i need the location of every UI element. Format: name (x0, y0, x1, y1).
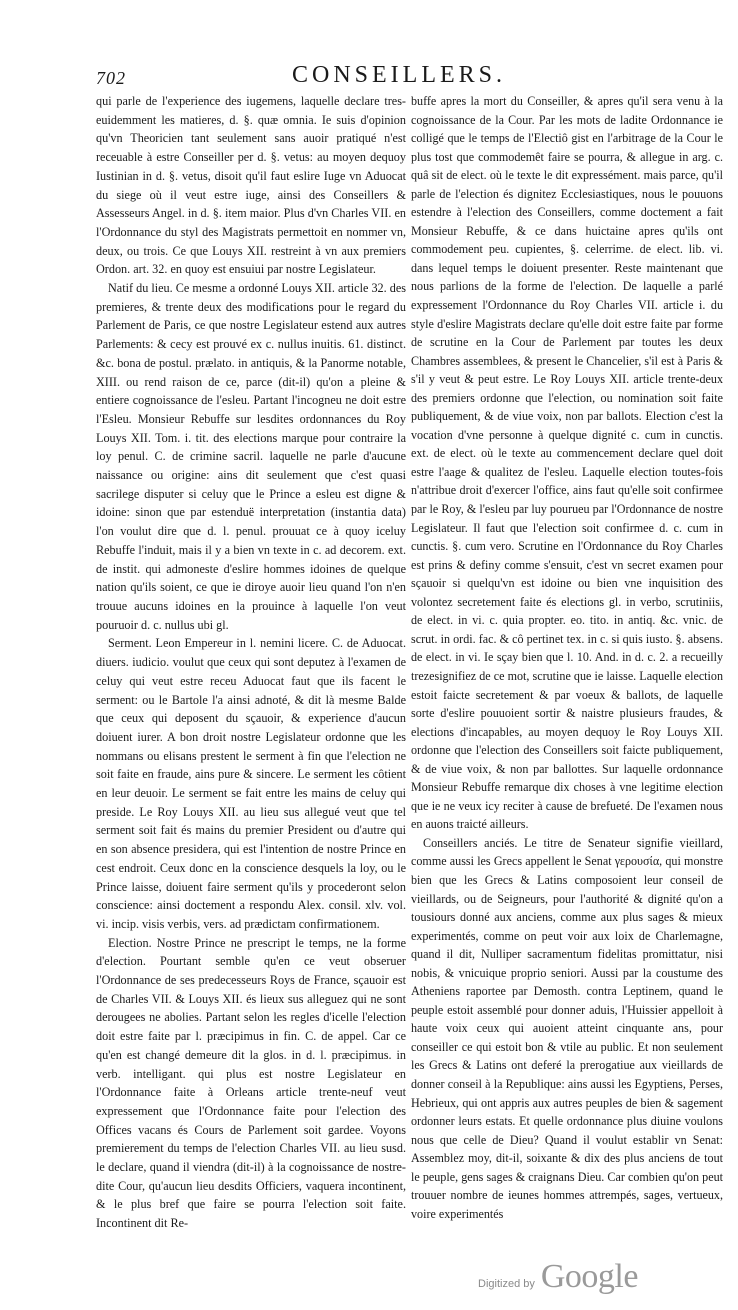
paragraph: Election. Nostre Prince ne prescript le temps, ne la forme d'election. Pourtant semble qu'en ce veut obseruer l'Ordonnance de ses predecesseurs Roys de France, sçauoir est de Charles VII. & Louys XII. és lieux sus alleguez qui ne sont derougees ne abolies. Partant selon les regles d'icelle l'election doit estre faite par l. præcipimus in fin. C. de appel. Car ce qu'en est changé demeure dit la glos. in d. l. præcipimus. in verb. intelligant. qui plus est nostre Legislateur en l'Ordonnance faite à Orleans article trente-neuf veut expressement que l'Ordonnance faite pour l'election des Offices vacans és Cours de Parlement soit gardee. Voyons premierement du temps de l'election Charles VII. au lieu susd. le declare, quand il viendra (dit-il) à la cognoissance de nostre-dite Cour, qu'aucun lieu desdits Officiers, vaquera incontinent, & le plus bref que faire se pourra l'election soit faite. Incontinent dit Re- (96, 935, 406, 1231)
paragraph: Natif du lieu. Ce mesme a ordonné Louys XII. article 32. des premieres, & trente deux des modifications pour le regard du Parlement de Paris, ce que nostre Legislateur estend aux autres Parlements: & cecy est prouvé ex c. nullus inuitis. 61. distinct. &c. bona de postul. prælato. in antiquis, & la Panorme notable, XIII. ou rend raison de ce, parce (dit-il) qu'on a pleine & entiere cognoissance de l'esleu. Partant l'incogneu ne doit estre l'Esleu. Monsieur Rebuffe sur lesdites ordonnances du Roy Louys XII. Tom. i. tit. des elections marque pour contraire la loy penul. C. de crimine sacril. laquelle ne parle d'aucune naissance ou origine: ains dit seulement que c'est quasi sacrilege disputer si celuy que le Prince a esleu est digne & idoine: sinon que par estenduë interpretation (instantia data) l'on voulut dire que d. l. penul. prouuat ce à quoy iceluy Rebuffe l'induit, mais il y a bien vn texte in c. ad decorem. ext. de instit. qui admoneste d'eslire hommes idoines de quelque nation qu'ils soient, ce que ie diroye auoir lieu quand l'on n'en trouue aucuns idoines en la prouince à laquelle l'on veut pouruoir d. c. nullus ubi gl. (96, 281, 406, 632)
paragraph: Conseillers anciés. Le titre de Senateur signifie vieillard, comme aussi les Grecs appellent le Senat γερουσία, qui monstre bien que les Grecs & Latins composoient leur conseil de vieillards, ou de Seigneurs, pour l'authorité & dignité qu'on a tousiours donné aux anciens, comme aux plus sages & mieux experimentés, comme on peut voir aux loix de Charlemagne, quand il dit, Nulliper sacramentum fidelitas promittatur, nisi nobis, & vnicuique proprio seniori. Aussi par la coustume des Atheniens raportee par Demosth. contra Leptinem, quand le peuple estoit assemblé pour donner aduis, l'Huissier appelloit à haute voix ceux qui auoient atteint cinquante ans, pour conseiller ce qui estoit bon & vtile au public. Et non seulement les Grecs & Latins ont deferé la prerogatiue aux vieillards de donner conseil à la Republique: ains aussi les Egyptiens, Perses, Hebrieux, qui ont appris aux autres peuples de bien & sagement ordonner leurs estats. Et quelle ordonnance plus diuine voulons nous que celle de Dieu? Quand il voulut establir vn Senat: Assemblez moy, dit-il, soixante & dix des plus anciens de tout le peuple, gens sages & craignans Dieu. Car combien qu'on peut trouuer nombre de ieunes hommes attrempés, sages, vertueux, voire experimentés (411, 835, 723, 1221)
paragraph: Serment. Leon Empereur in l. nemini licere. C. de Aduocat. diuers. iudicio. voulut que ceux qui sont deputez à l'examen de celuy qui veut estre receu Aduocat faut que ils facent le serment: ou le Bartole l'a ainsi adnoté, & dit là mesme Balde que ceux qui deposent du sçauoir, & experience d'aucun doiuent iurer. A bon droit nostre Legislateur ordonne que les nommans ou elisans prestent le serment à fin que l'election ne soit faite en fraude, ains pure & sincere. Le serment les côtient en leur deuoir. Le serment se fait entre les mains de celuy qui preside. Le Roy Louys XII. au lieu sus allegué veut que tel serment soit fait és mains du premier President ou d'autre qui en son absence presidera, qui est l'intention de nostre Prince en cest endroit. Ceux donc en la conscience desquels la loy, ou le Prince laisse, doiuent faire serment qu'ils y procederont selon conscience: ainsi doctement a respondu Alex. consil. xlv. vol. vi. incip. visis verbis, vers. ad prædictam confirmationem. (96, 636, 406, 931)
digitized-label: Digitized by (478, 1278, 535, 1290)
google-logo: Google (540, 1258, 638, 1295)
paragraph: buffe apres la mort du Conseiller, & apres qu'il sera venu à la cognoissance de la Cour. Par les mots de ladite Ordonnance ie colligé que le temps de l'Electiô gist en l'arbitrage de la Cour le plus tost que commodemêt faire se pourra, & allegue in arg. c. quâ sit de elect. où le texte le dit expressément. mais parce, qu'il parle de l'election és dignitez Ecclesiastiques, nous le pouuons estendre à l'election des Conseillers, comme doctement a fait Monsieur Rebuffe, & ce dans huictaine apres qu'ils ont commodement peu. cupientes, §. celerrime. de elect. lib. vi. dans lequel temps le doiuent presenter. Reste maintenant que nous parlions de la forme de l'election. De laquelle a parlé expressement l'Ordonnance du Roy Charles VII. article i. du style d'eslire Magistrats declare qu'elle doit estre faite par forme de scrutine en la Cour de Parlement par toutes les deux Chambres assemblees, & present le Chancelier, s'il est à Paris & s'il y veut & peut estre. Le Roy Louys XII. article trente-deux des premiers ordonne que l'election, ou nomination soit faite publiquement, & de viue voix, non par ballots. Election c'est la vocation d'vne personne à quelque dignité c. cum in cunctis. ext. de elect. où le texte au commencement declare quel doit estre l'aage & qualitez de l'esleu. Laquelle election toutes-fois n'attribue droit d'exercer l'office, ains faut qu'elle soit confirmee par le Roy, & l'esleu par luy pourueu par l'Ordonnance de nostre Legislateur. Il faut que l'election soit confirmee d. c. cum in cunctis. §. cum vero. Scrutine en l'Ordonnance du Roy Charles est prins & definy comme s'ensuit, c'est vn secret examen pour sçauoir si quelqu'vn est idoine ou bien vne inquisition des volontez secretement faite és elections gl. in verbo, scrutiniis, de elect. in vi. c. quia propter. eo. tito. in antiq. &c. vnic. de scrut. in ordi. fac. & cô pertinet tex. in c. si quis iusto. §. absens. de elect. in vi. Ie sçay bien que l. 10. And. in d. c. 2. a recueilly trezesignifiez de ce mot, scrutine que ie laisse. Laquelle election estoit faicte secretement & par voeux & ballots, de laquelle sorte d'eslire pouuoient sortir & naistre plusieurs fraudes, & elections d'incapables, au moyen dequoy le Roy Louys XII. ordonne que l'election des Conseillers soit faicte publiquement, & de viue voix, & non par ballottes. Sur laquelle ordonnance Monsieur Rebuffe remarque dix choses à vne legitime election que ie ne veux icy reciter à cause de brefueté. De l'examen nous en auons traicté ailleurs. (411, 94, 723, 832)
right-column (411, 92, 723, 1223)
page-header (96, 62, 726, 92)
running-title: CONSEILLERS. (292, 62, 507, 88)
page-number: 702 (96, 68, 126, 88)
left-column (96, 92, 406, 1233)
paragraph: qui parle de l'experience des iugemens, laquelle declare tres-euidemment les matieres, d. §. quæ omnia. Ie suis d'opinion qu'vn Theoricien tant seulement sans auoir pratiqué n'est receuable à estre Conseiller per d. §. vetus: au moyen dequoy Iustinian in d. §. vetus, disoit qu'il faut eslire Iuge vn Aduocat du siege où il veut estre iuge, ainsi des Conseillers & Assesseurs Angel. in d. §. item maior. Plus d'vn Charles VII. en l'Ordonnance du styl des Magistrats permettoit en nommer vn, deux, ou trois. Ce que Louys XII. restreint à vn aux premiers Ordon. art. 32. en quoy est ensuiui par nostre Legislateur. (96, 94, 406, 277)
digitization-watermark (478, 1258, 638, 1296)
